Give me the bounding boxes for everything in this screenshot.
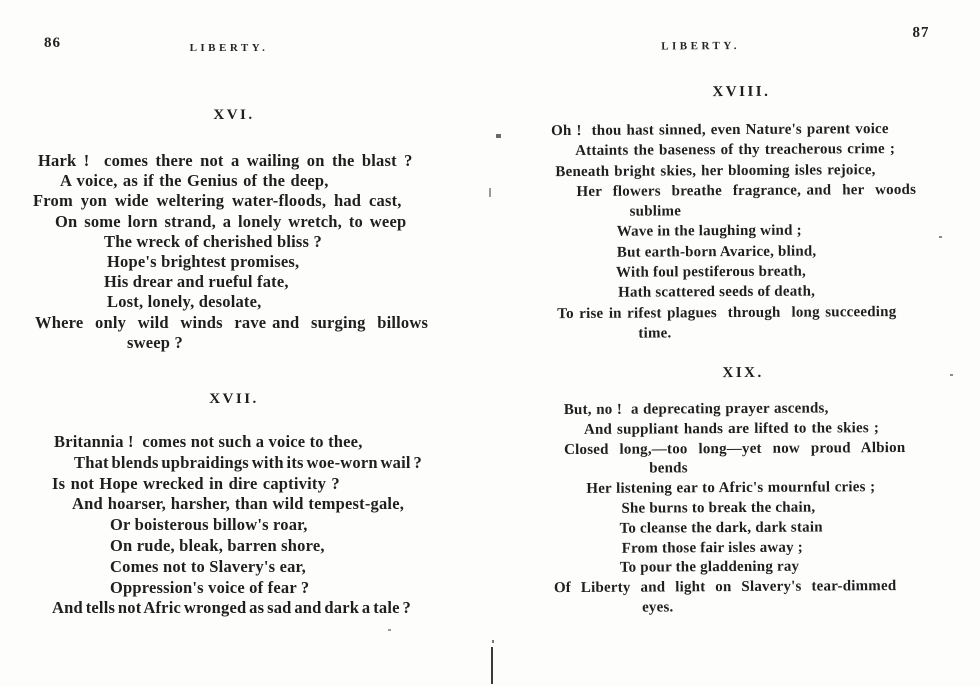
poem-line: And suppliant hands are lifted to the skies ;	[583, 419, 880, 438]
poem-line: But earth-born Avarice, blind,	[616, 243, 817, 261]
margin-dash	[489, 188, 491, 197]
page-87	[488, 0, 980, 685]
page-number-left: 86	[44, 35, 61, 51]
poem-line: From yon wide weltering water-floods, had cast,	[33, 191, 402, 211]
margin-dot	[950, 374, 953, 376]
stanza-lines	[0, 151, 490, 353]
page-number-right: 87	[912, 24, 930, 41]
margin-speck	[496, 134, 501, 138]
poem-line: To pour the gladdening ray	[619, 558, 800, 577]
margin-dot	[939, 236, 942, 238]
stanza-lines	[0, 432, 490, 619]
stanza-lines	[489, 119, 980, 345]
poem-line: To rise in rifest plagues through long succeeding	[557, 303, 897, 322]
poem-line: Closed long,—too long—yet now proud Albion	[564, 439, 906, 458]
poem-line: A voice, as if the Genius of the deep,	[60, 171, 329, 191]
stanza-heading: XVII.	[209, 391, 259, 407]
poem-line: On rude, bleak, barren shore,	[110, 535, 325, 555]
poem-line: She burns to break the chain,	[621, 499, 816, 517]
running-title-left: LIBERTY.	[189, 42, 269, 54]
poem-line: Her flowers breathe fragrance, and her woods	[576, 181, 917, 200]
poem-line: Is not Hope wrecked in dire captivity ?	[52, 473, 340, 493]
gutter-crease-line	[491, 647, 493, 684]
poem-line: Comes not to Slavery's ear,	[110, 556, 306, 576]
stanza-heading: XIX.	[722, 364, 764, 382]
poem-line: Oppression's voice of fear ?	[110, 577, 310, 597]
poem-line: On some lorn strand, a lonely wretch, to weep	[55, 211, 407, 231]
poem-line: The wreck of cherished bliss ?	[104, 231, 322, 251]
poem-line: Wave in the laughing wind ;	[616, 223, 802, 241]
poem-line: Her listening ear to Afric's mournful cries ;	[586, 479, 876, 498]
poem-line: Lost, lonely, desolate,	[107, 292, 262, 312]
poem-line: Oh ! thou hast sinned, even Nature's parent voice	[551, 121, 889, 140]
poem-line: eyes.	[641, 599, 674, 616]
poem-line: Britannia ! comes not such a voice to thee,	[54, 432, 363, 451]
poem-line: From those fair isles away ;	[621, 539, 804, 557]
poem-line: And hoarser, harsher, than wild tempest-gale,	[72, 494, 405, 514]
poem-line: That blends upbraidings with its woe-worn wail ?	[74, 452, 422, 472]
margin-dot	[388, 629, 391, 631]
poem-line: sublime	[629, 203, 682, 220]
poem-line: Or boisterous billow's roar,	[110, 515, 308, 535]
poem-line: time.	[638, 325, 672, 342]
poem-line: Attaints the baseness of thy treacherous crime ;	[575, 141, 896, 160]
stanza-heading: XVIII.	[712, 83, 771, 101]
poem-line: Where only wild winds rave and surging billows	[35, 312, 429, 332]
gutter-speck	[492, 640, 494, 643]
running-title-right: LIBERTY.	[661, 39, 741, 53]
stanza-heading: XVI.	[213, 107, 255, 123]
poem-line: Of Liberty and light on Slavery's tear-dimmed	[553, 578, 897, 597]
poem-line: With foul pestiferous breath,	[615, 263, 807, 281]
poem-line: Hope's brightest promises,	[107, 252, 300, 272]
poem-line: And tells not Afric wronged as sad and dark a tale ?	[52, 598, 411, 618]
poem-line: bends	[649, 460, 688, 477]
poem-line: His drear and rueful fate,	[104, 272, 289, 292]
poem-line: Hark ! comes there not a wailing on the blast ?	[38, 151, 413, 170]
poem-line: But, no ! a deprecating prayer ascends,	[563, 400, 829, 419]
poem-line: To cleanse the dark, dark stain	[619, 519, 823, 537]
stanza-lines	[491, 399, 980, 620]
poem-line: Beneath bright skies, her blooming isles rejoice,	[555, 161, 876, 180]
poem-line: Hath scattered seeds of death,	[618, 283, 816, 302]
poem-line: sweep ?	[127, 332, 183, 352]
page-86	[0, 0, 490, 684]
